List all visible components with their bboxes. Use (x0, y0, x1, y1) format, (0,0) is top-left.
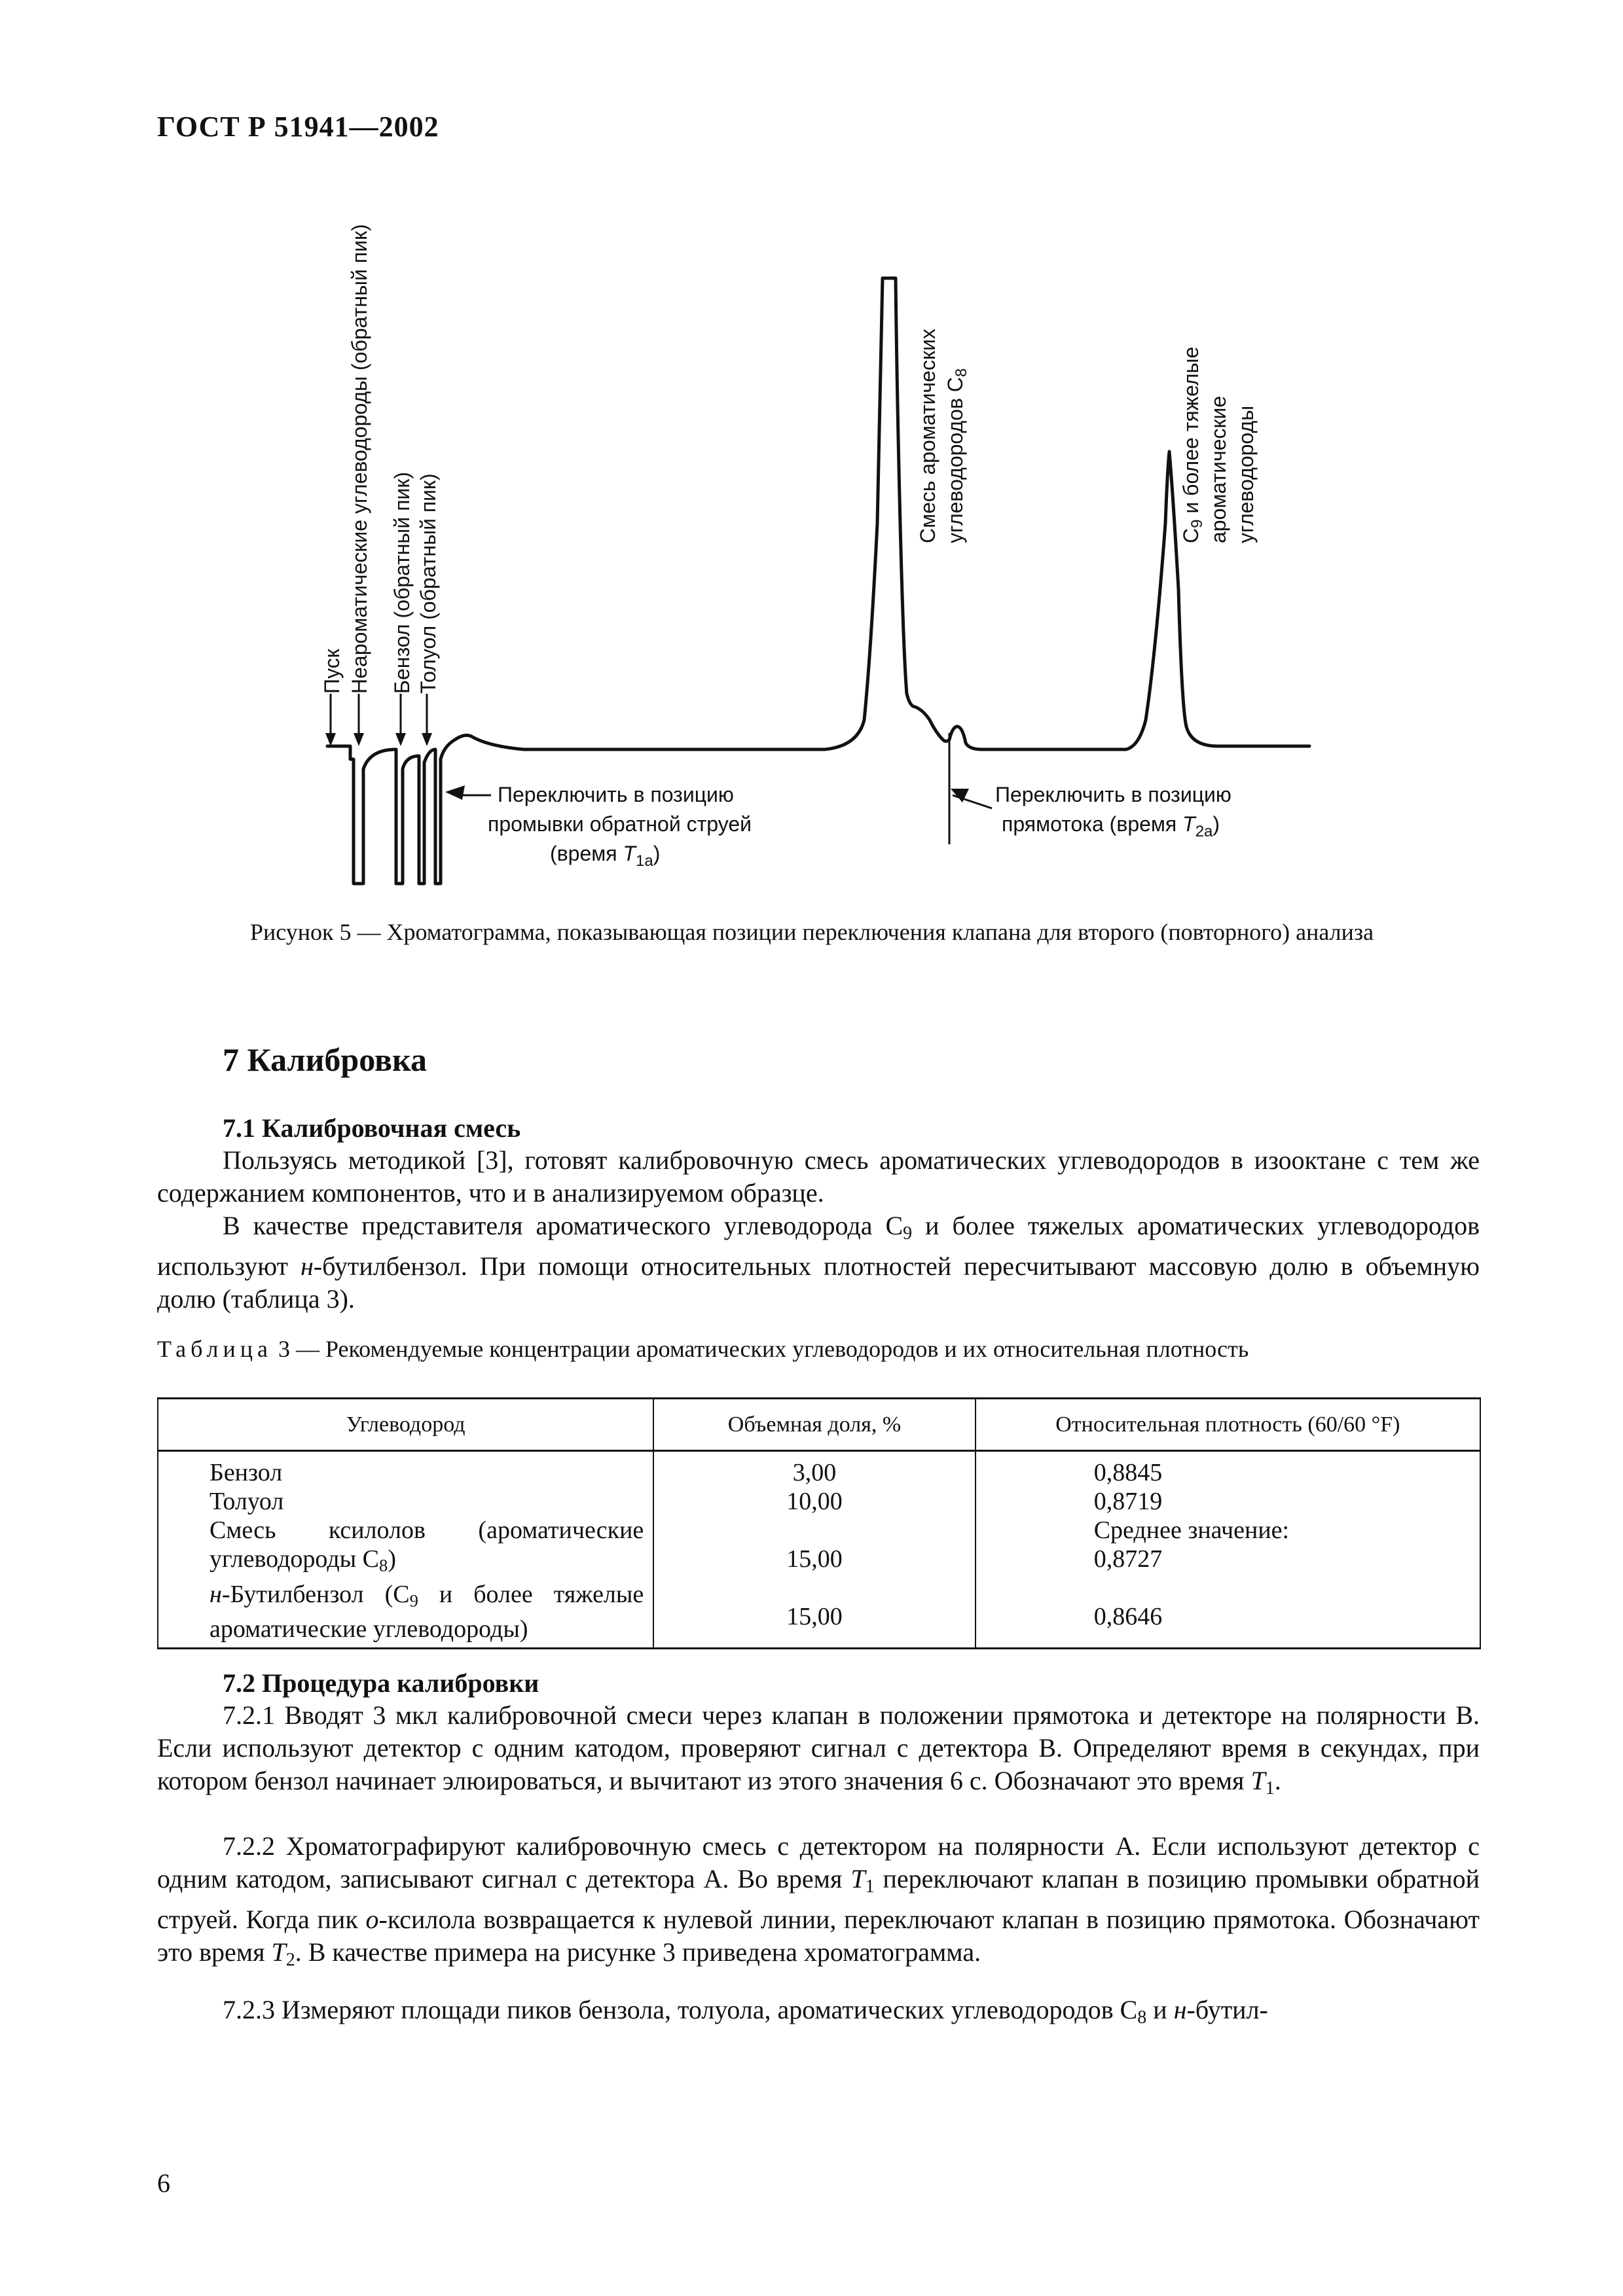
label-c9-line1: С9 и более тяжелые (1179, 346, 1206, 543)
label-benzene: Бензол (обратный пик) (390, 471, 414, 694)
table-3-caption: Таблица 3 — Рекомендуемые концентрации ароматических углеводородов и их относительная плотность (157, 1336, 1249, 1362)
section-7-1-title: 7.1 Калибровочная смесь (223, 1113, 521, 1143)
paragraph-7-2-1: 7.2.1 Вводят 3 мкл калибровочной смеси через клапан в положении прямотока и детекторе на полярности В. Если используют детектор с одним катодом, проверяют сигнал с детектора В. Определяют время в секундах, при котором бензол начинает элюироваться, и вычитают из этого значения 6 с. Обозначают это время $T_1$. (157, 1700, 1480, 1799)
chromatogram-figure (0, 0, 1623, 916)
label-switch-1-line3: (время $T_{1a}$) (550, 842, 661, 870)
table-header-volume: Объемная доля, % (653, 1399, 975, 1451)
arrow-head-benzene (395, 733, 406, 746)
figure-caption: Рисунок 5 — Хроматограмма, показывающая позиции переключения клапана для второго (повторного) анализа (249, 919, 1374, 945)
table-row (158, 1451, 1480, 1649)
label-nonaromatic: Неароматические углеводороды (обратный пик) (348, 224, 371, 694)
arrow-head-switch-1 (445, 785, 465, 800)
label-c8-line1: Смесь ароматических (916, 329, 939, 543)
label-c9-line2: ароматические (1207, 395, 1230, 543)
arrow-head-toluene (422, 733, 432, 746)
label-switch-2-line2: прямотока (время $T_{2a}$) (1002, 812, 1220, 840)
label-switch-1-line2: промывки обратной струей (488, 812, 752, 836)
paragraph-7-1-2: В качестве представителя ароматического углеводорода $С_9$ и более тяжелых ароматических углеводородов используют н-бутилбензол. При помощи относительных плотностей пересчитывают массовую долю в объемную долю (таблица 3). (157, 1211, 1480, 1314)
arrow-head-nonaromatic (354, 733, 364, 746)
paragraph-7-2-2: 7.2.2 Хроматографируют калибровочную смесь с детектором на полярности А. Если используют детектор с одним катодом, записывают сигнал с детектора А. Во время $T_1$ переключают клапан в позицию промывки обратной струей. Когда пик о-ксилола возвращается к нулевой линии, переключают клапан в позицию прямотока. Обозначают это время $T_2$. В качестве примера на рисунке 3 приведена хроматограмма. (157, 1831, 1480, 1970)
table-header-density: Относительная плотность (60/60 °F) (976, 1399, 1480, 1451)
table-cells-hydrocarbon: Бензол Толуол Смесь ксилолов (ароматические углеводороды $С_8$) н-Бутилбензол ($С_9$ и более тяжелые ароматические углеводороды) (158, 1451, 653, 1649)
paragraph-7-2-3: 7.2.3 Измеряют площади пиков бензола, толуола, ароматических углеводородов $С_8$ и н-бутил- (223, 1995, 1268, 2028)
section-7-2-title: 7.2 Процедура калибровки (223, 1668, 539, 1698)
table-header-hydrocarbon: Углеводород (158, 1399, 653, 1451)
table-3 (157, 1397, 1481, 1649)
label-toluene: Толуол (обратный пик) (416, 473, 440, 694)
arrow-head-pusk (325, 733, 336, 746)
label-switch-2-line1: Переключить в позицию (995, 783, 1231, 806)
document-code: ГОСТ Р 51941—2002 (157, 111, 439, 143)
label-pusk: Пуск (320, 649, 344, 694)
label-switch-1-line1: Переключить в позицию (498, 783, 734, 806)
section-7-title: 7 Калибровка (223, 1041, 428, 1078)
table-header-row (158, 1399, 1480, 1451)
label-c9-line3: углеводороды (1234, 405, 1258, 543)
label-c8-line2: углеводородов С8 (943, 368, 970, 543)
table-cells-volume: 3,00 10,00 15,00 15,00 (653, 1451, 975, 1649)
paragraph-7-1-1: Пользуясь методикой [3], готовят калибровочную смесь ароматических углеводородов в изооктане с тем же содержанием компонентов, что и в анализируемом образце. (157, 1145, 1480, 1208)
page-number: 6 (157, 2168, 170, 2198)
table-cells-density: 0,8845 0,8719 Среднее значение: 0,8727 0,8646 (976, 1451, 1480, 1649)
